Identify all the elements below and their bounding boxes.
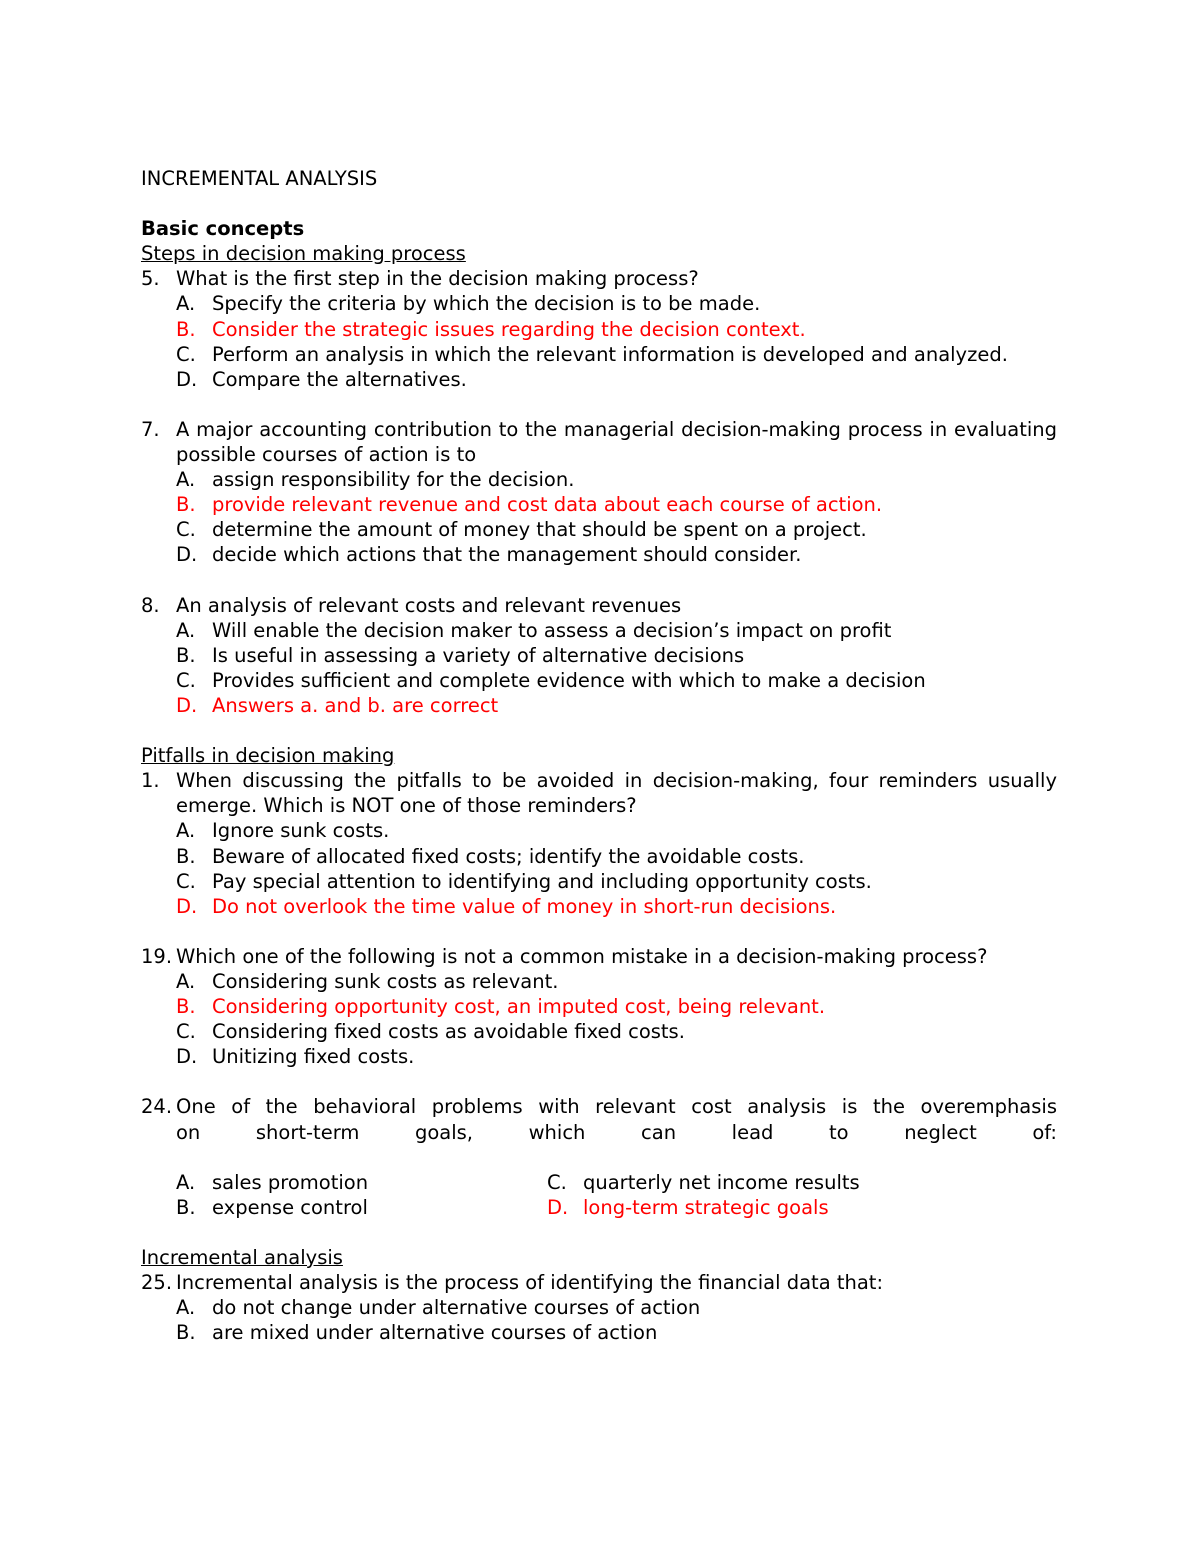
option-text: Unitizing fixed costs.: [212, 1045, 415, 1069]
question-24-continued: [141, 1120, 1057, 1145]
option-text: determine the amount of money that should be spent on a project.: [212, 518, 867, 542]
question-text-line-1: One of the behavioral problems with relevant cost analysis is the overemphasis: [176, 1095, 1057, 1119]
option-b-correct: [141, 994, 1057, 1019]
option-b: [141, 643, 1057, 668]
option-letter: A.: [176, 1170, 196, 1194]
section-title-incremental: Incremental analysis: [141, 1246, 343, 1270]
question-text: Incremental analysis is the process of identifying the financial data that:: [176, 1271, 884, 1295]
option-d: [141, 1044, 1057, 1069]
section-title-pitfalls: Pitfalls in decision making: [141, 744, 395, 768]
option-c: [141, 668, 1057, 693]
option-text: Consider the strategic issues regarding the decision context.: [212, 317, 806, 341]
option-letter: A.: [176, 468, 196, 492]
option-letter: C.: [176, 668, 196, 692]
option-letter: B.: [176, 1321, 196, 1345]
question-19: [141, 944, 1057, 969]
option-c: [141, 342, 1057, 367]
question-text: What is the first step in the decision making process?: [176, 267, 699, 291]
option-a: [141, 1295, 1057, 1320]
spacer: [141, 568, 1057, 593]
option-letter: C.: [176, 869, 196, 893]
question-number: 25.: [141, 1271, 173, 1295]
options-right-column: [547, 1170, 918, 1220]
option-c: [141, 869, 1057, 894]
option-b-correct: [141, 317, 1057, 342]
option-letter: D.: [176, 693, 198, 717]
option-letter: B.: [176, 643, 196, 667]
option-letter: D.: [176, 543, 198, 567]
option-letter: C.: [176, 518, 196, 542]
question-number: 24.: [141, 1095, 173, 1119]
question-text-line-2: on short-term goals, which can lead to neglect of:: [176, 1120, 1057, 1144]
option-text: Do not overlook the time value of money in short-run decisions.: [212, 894, 837, 918]
options-left-column: [176, 1170, 547, 1220]
spacer: [141, 392, 1057, 417]
option-text: assign responsibility for the decision.: [212, 468, 575, 492]
option-letter: B.: [176, 317, 196, 341]
option-a: [141, 467, 1057, 492]
option-letter: C.: [176, 342, 196, 366]
option-text: expense control: [212, 1195, 368, 1219]
option-b: [141, 844, 1057, 869]
option-d-correct: [141, 894, 1057, 919]
option-c: [141, 1019, 1057, 1044]
spacer: [141, 919, 1057, 944]
option-letter: D.: [547, 1195, 569, 1219]
option-text: Considering opportunity cost, an imputed cost, being relevant.: [212, 995, 826, 1019]
options-two-column: [141, 1170, 1057, 1220]
option-text: do not change under alternative courses of action: [212, 1296, 701, 1320]
question-5: [141, 266, 1057, 291]
question-number: 7.: [141, 417, 160, 441]
option-text: Compare the alternatives.: [212, 367, 467, 391]
option-letter: D.: [176, 367, 198, 391]
option-d: [141, 542, 1057, 567]
option-letter: D.: [176, 1045, 198, 1069]
option-a: [141, 818, 1057, 843]
document-title: INCREMENTAL ANALYSIS: [141, 167, 378, 190]
question-text: Which one of the following is not a common mistake in a decision-making process?: [176, 944, 988, 968]
question-number-spacer: [141, 1120, 176, 1145]
section-title-steps: Steps in decision making process: [141, 242, 466, 266]
document-content: [141, 166, 1057, 1345]
spacer: [141, 718, 1057, 743]
option-letter: C.: [176, 1020, 196, 1044]
option-letter: A.: [176, 1296, 196, 1320]
option-d: [141, 367, 1057, 392]
option-text: Ignore sunk costs.: [212, 819, 390, 843]
question-number: 5.: [141, 267, 160, 291]
question-text: An analysis of relevant costs and relevant revenues: [176, 593, 682, 617]
option-text: Perform an analysis in which the relevant information is developed and analyzed.: [212, 342, 1008, 366]
option-letter: A.: [176, 292, 196, 316]
option-letter: D.: [176, 894, 198, 918]
question-7: [141, 417, 1057, 467]
option-d-correct: [547, 1195, 918, 1220]
question-1: [141, 768, 1057, 818]
question-number: 19.: [141, 944, 173, 968]
option-text: provide relevant revenue and cost data about each course of action.: [212, 493, 883, 517]
option-text: are mixed under alternative courses of action: [212, 1321, 658, 1345]
option-text: Beware of allocated fixed costs; identify the avoidable costs.: [212, 844, 805, 868]
option-letter: B.: [176, 1195, 196, 1219]
option-letter: A.: [176, 618, 196, 642]
option-letter: C.: [547, 1170, 567, 1194]
option-letter: B.: [176, 995, 196, 1019]
option-text: Answers a. and b. are correct: [212, 693, 499, 717]
question-number: 1.: [141, 769, 160, 793]
option-text: quarterly net income results: [583, 1170, 860, 1194]
option-b: [176, 1195, 547, 1220]
option-text: Pay special attention to identifying and including opportunity costs.: [212, 869, 872, 893]
option-d-correct: [141, 693, 1057, 718]
option-a: [141, 969, 1057, 994]
option-c: [547, 1170, 918, 1195]
question-text: A major accounting contribution to the managerial decision-making process in evaluating possible courses of action is to: [176, 417, 1057, 467]
option-text: Will enable the decision maker to assess a decision’s impact on profit: [212, 618, 892, 642]
spacer: [141, 1069, 1057, 1094]
question-8: [141, 593, 1057, 618]
option-a: [141, 291, 1057, 316]
option-c: [141, 517, 1057, 542]
question-number: 8.: [141, 593, 160, 617]
question-24: [141, 1094, 1057, 1119]
option-text: decide which actions that the management should consider.: [212, 543, 802, 567]
heading-basic-concepts: Basic concepts: [141, 217, 305, 241]
spacer: [141, 1220, 1057, 1245]
option-letter: A.: [176, 819, 196, 843]
question-25: [141, 1270, 1057, 1295]
option-text: Provides sufficient and complete evidence with which to make a decision: [212, 668, 926, 692]
option-letter: B.: [176, 493, 196, 517]
option-a: [176, 1170, 547, 1195]
option-a: [141, 618, 1057, 643]
option-letter: B.: [176, 844, 196, 868]
option-b-correct: [141, 492, 1057, 517]
option-text: long-term strategic goals: [583, 1195, 829, 1219]
option-letter: A.: [176, 970, 196, 993]
option-text: Considering fixed costs as avoidable fixed costs.: [212, 1020, 685, 1044]
option-text: Considering sunk costs as relevant.: [212, 970, 559, 993]
spacer: [141, 1145, 1057, 1170]
option-b: [141, 1320, 1057, 1345]
option-text: Is useful in assessing a variety of alternative decisions: [212, 643, 745, 667]
option-text: sales promotion: [212, 1170, 369, 1194]
question-text: When discussing the pitfalls to be avoided in decision-making, four reminders usually emerge. Which is NOT one of those reminders?: [176, 769, 1057, 818]
option-text: Specify the criteria by which the decision is to be made.: [212, 292, 761, 316]
